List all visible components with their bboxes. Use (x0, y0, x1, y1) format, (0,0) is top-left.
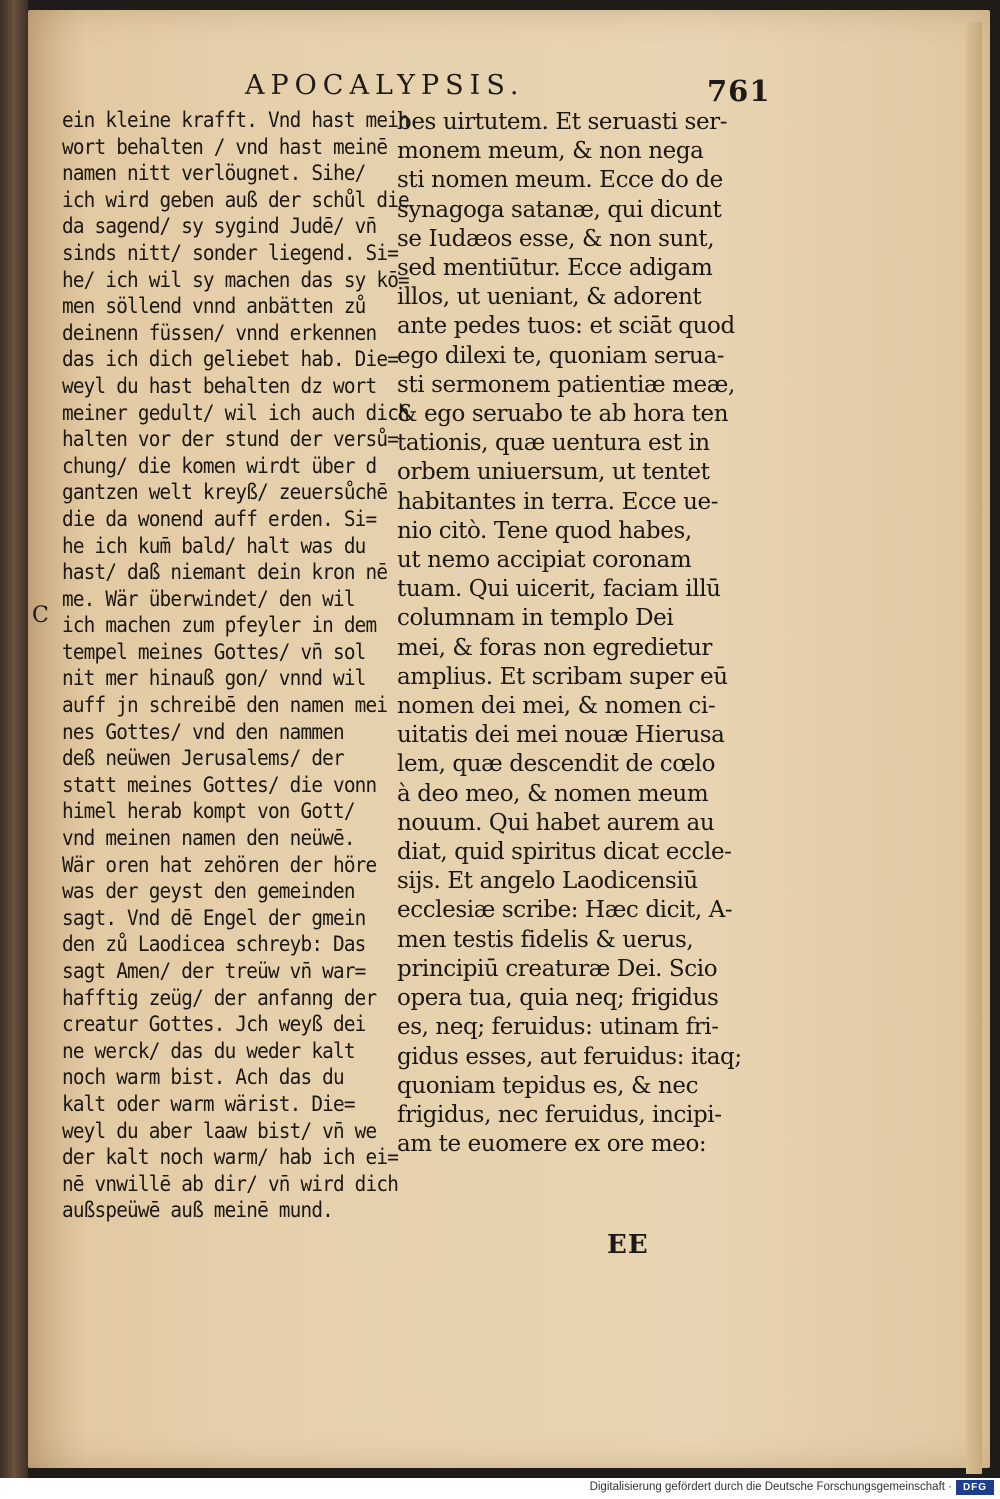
german-text-line: sagt. Vnd dē Engel der gmein (62, 905, 366, 931)
german-text-line: was der geyst den gemeinden (62, 879, 355, 905)
latin-text-column (397, 108, 742, 1159)
german-text-line: chung/ die komen wirdt über d (62, 453, 377, 479)
german-text-line: meiner gedult/ wil ich auch dich (62, 400, 409, 426)
latin-text-line: gidus esses, aut feruidus: itaq; (397, 1043, 742, 1070)
latin-text-line: columnam in templo Dei (397, 605, 674, 632)
funding-credit: Digitalisierung gefördert durch die Deutsche Forschungsgemeinschaft · (589, 1481, 952, 1493)
latin-text-line: sti sermonem patientiæ meæ, (397, 371, 735, 398)
german-text-line: sinds nitt/ sonder liegend. Si= (62, 240, 399, 266)
latin-text-line: mei, & foras non egredietur (397, 634, 713, 661)
latin-text-line: habitantes in terra. Ecce ue- (397, 488, 719, 515)
german-text-line: tempel meines Gottes/ vn̄ sol (62, 639, 366, 665)
latin-text-line: bes uirtutem. Et seruasti ser- (397, 109, 728, 135)
german-text-line: deß neüwen Jerusalems/ der (62, 746, 344, 772)
latin-text-line: frigidus, nec feruidus, incipi- (397, 1101, 722, 1128)
latin-text-line: nomen dei mei, & nomen ci- (397, 693, 716, 720)
latin-text-line: monem meum, & non nega (397, 138, 704, 165)
latin-text-line: illos, ut ueniant, & adorent (397, 284, 702, 311)
german-text-line: kalt oder warm wärist. Die= (62, 1091, 355, 1117)
latin-text-line: ego dilexi te, quoniam serua- (397, 342, 725, 369)
german-text-line: ne werck/ das du weder kalt (62, 1038, 355, 1064)
page-number: 761 (707, 74, 771, 108)
german-text-line: wort behalten / vnd hast meinē (62, 134, 388, 160)
german-text-line: hast/ daß niemant dein kron nē (62, 560, 388, 586)
latin-text-line: quoniam tepidus es, & nec (397, 1072, 699, 1099)
latin-text-line: se Iudæos esse, & non sunt, (397, 225, 715, 252)
german-text-line: he ich kum̄ bald/ halt was du (62, 533, 366, 559)
german-text-line: außspeüwē auß meinē mund. (62, 1198, 333, 1224)
latin-text-line: nio citò. Tene quod habes, (397, 517, 692, 544)
german-text-line: creatur Gottes. Jch weyß dei (62, 1012, 366, 1038)
german-text-line: da sagend/ sy sygind Judē/ vn̄ (62, 214, 377, 240)
german-text-line: weyl du aber laaw bist/ vn̄ we (62, 1118, 377, 1144)
running-title: APOCALYPSIS. (245, 70, 525, 101)
german-text-line: deinenn füssen/ vnnd erkennen (62, 320, 377, 346)
german-text-line: ein kleine krafft. Vnd hast mein (62, 108, 409, 133)
german-text-line: himel herab kompt von Gott/ (62, 799, 355, 825)
latin-text-line: nouum. Qui habet aurem au (397, 809, 715, 836)
footer-bar (0, 1478, 1000, 1499)
latin-text-line: principiū creaturæ Dei. Scio (397, 955, 718, 982)
latin-text-line: sed mentiūtur. Ecce adigam (397, 255, 713, 282)
german-text-line: die da wonend auff erden. Si= (62, 506, 377, 532)
german-text-line: hafftig zeüg/ der anfanng der (62, 985, 377, 1011)
german-text-line: gantzen welt kreyß/ zeuersůchē (62, 480, 388, 506)
german-text-column (62, 108, 409, 1225)
book-gutter (0, 0, 28, 1478)
german-text-line: ich wird geben auß der schůl die (62, 187, 409, 213)
latin-text-line: opera tua, quia neq; frigidus (397, 985, 719, 1012)
german-text-line: den zů Laodicea schreyb: Das (62, 932, 366, 958)
latin-text-line: & ego seruabo te ab hora ten (397, 401, 729, 428)
german-text-line: statt meines Gottes/ die vonn (62, 772, 377, 798)
latin-text-line: tationis, quæ uentura est in (397, 430, 710, 457)
latin-text-line: uitatis dei mei nouæ Hierusa (397, 722, 725, 749)
german-text-line: me. Wär überwindet/ den wil (62, 586, 355, 612)
german-text-line: ich machen zum pfeyler in dem (62, 613, 377, 639)
latin-text-line: à deo meo, & nomen meum (397, 780, 709, 807)
latin-text-line: men testis fidelis & uerus, (397, 926, 694, 953)
latin-text-line: sti nomen meum. Ecce do de (397, 167, 723, 194)
german-text-line: sagt Amen/ der treüw vn̄ war= (62, 959, 366, 984)
german-text-line: noch warm bist. Ach das du (62, 1065, 344, 1091)
latin-text-line: synagoga satanæ, qui dicunt (397, 196, 722, 223)
latin-text-line: lem, quæ descendit de cœlo (397, 751, 716, 778)
german-text-line: nes Gottes/ vnd den nammen (62, 719, 344, 745)
latin-text-line: es, neq; feruidus: utinam fri- (397, 1014, 719, 1041)
dfg-logo: DFG (956, 1480, 994, 1495)
latin-text-line: ut nemo accipiat coronam (397, 547, 692, 574)
german-text-line: der kalt noch warm/ hab ich ei= (62, 1145, 399, 1171)
german-text-line: halten vor der stund der versů= (62, 427, 399, 453)
german-text-line: namen nitt verlöugnet. Sihe/ (62, 161, 366, 187)
latin-text-line: diat, quid spiritus dicat eccle- (397, 839, 732, 866)
german-text-line: nit mer hinauß gon/ vnnd wil (62, 666, 366, 692)
latin-text-line: ante pedes tuos: et sciāt quod (397, 313, 735, 340)
german-text-line: weyl du hast behalten dz wort (62, 373, 377, 399)
latin-text-line: sijs. Et angelo Laodicensiū (397, 868, 698, 895)
page-edge (966, 22, 982, 1474)
latin-text-line: amplius. Et scribam super eū (397, 663, 728, 690)
german-text-line: men söllend vnnd anbätten zů (62, 294, 366, 320)
latin-text-line: orbem uniuersum, ut tentet (397, 459, 710, 486)
signature-mark: EE (607, 1230, 649, 1260)
german-text-line: he/ ich wil sy machen das sy kō= (62, 267, 409, 293)
german-text-line: nē vnwillē ab dir/ vn̄ wird dich (62, 1171, 399, 1197)
german-text-line: das ich dich geliebet hab. Die= (62, 347, 399, 373)
latin-text-line: am te euomere ex ore meo: (397, 1131, 707, 1158)
german-text-line: vnd meinen namen den neüwē. (62, 826, 355, 852)
german-text-line: Wär oren hat zehören der höre (62, 852, 377, 878)
latin-text-line: tuam. Qui uicerit, faciam illū (397, 576, 721, 603)
latin-text-line: ecclesiæ scribe: Hæc dicit, A- (397, 897, 733, 924)
german-text-line: auff jn schreibē den namen mei (62, 693, 388, 719)
margin-note: C (32, 603, 49, 628)
